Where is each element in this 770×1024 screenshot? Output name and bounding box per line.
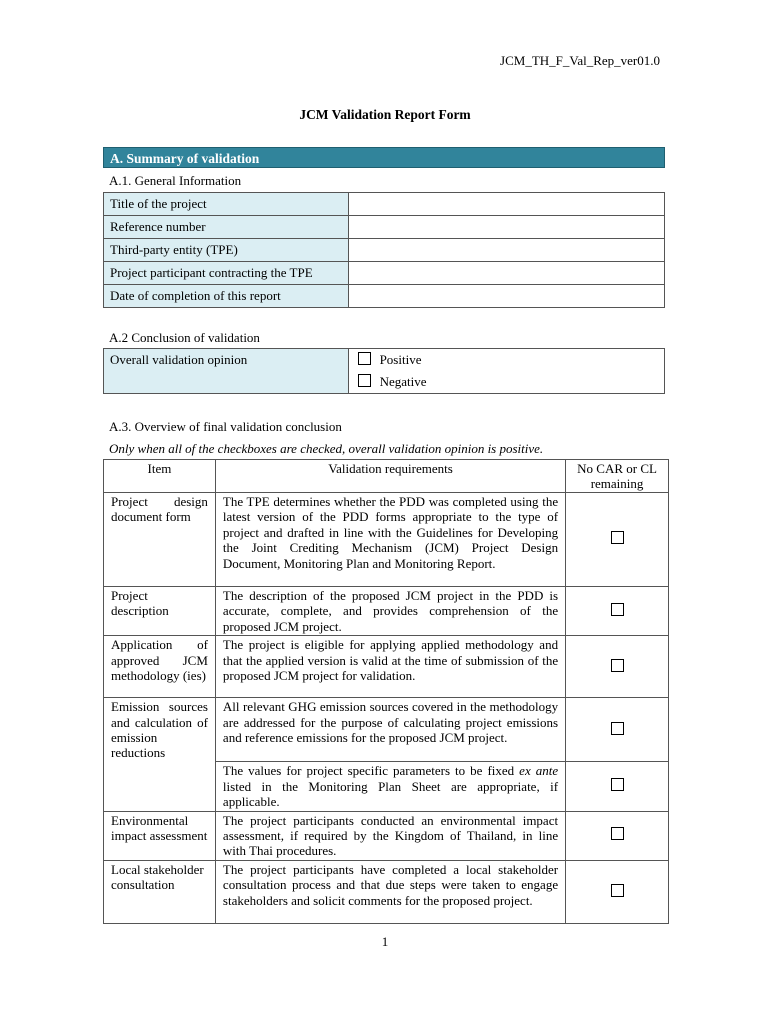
form-title: JCM Validation Report Form bbox=[299, 107, 471, 122]
overview-header-row bbox=[104, 460, 669, 493]
item-cell: Project description bbox=[104, 587, 216, 636]
column-header-no-car: No CAR or CL remaining bbox=[566, 460, 669, 493]
document-code: JCM_TH_F_Val_Rep_ver01.0 bbox=[500, 53, 660, 68]
option-label: Negative bbox=[379, 374, 427, 389]
info-label: Date of completion of this report bbox=[104, 285, 349, 308]
a3-note: Only when all of the checkboxes are checked, overall validation opinion is positive. bbox=[109, 441, 544, 456]
checkbox-cell[interactable] bbox=[566, 860, 669, 923]
item-cell: Emission sources and calculation of emission reductions bbox=[104, 698, 216, 762]
info-row bbox=[104, 193, 665, 216]
info-label: Reference number bbox=[104, 216, 349, 239]
table-row bbox=[104, 811, 669, 860]
tpe-field[interactable] bbox=[348, 239, 664, 262]
column-header-requirements: Validation requirements bbox=[215, 460, 565, 493]
overview-table bbox=[103, 459, 669, 924]
general-information-table bbox=[103, 192, 665, 308]
item-cell: Application of approved JCM methodology (ies) bbox=[104, 636, 216, 698]
section-a-heading: A. Summary of validation bbox=[103, 147, 665, 168]
item-cell: Environmental impact assessment bbox=[104, 811, 216, 860]
option-negative[interactable] bbox=[358, 371, 658, 393]
conclusion-table bbox=[103, 348, 665, 394]
info-label: Project participant contracting the TPE bbox=[104, 262, 349, 285]
table-row bbox=[104, 762, 669, 811]
checkbox-icon[interactable] bbox=[611, 659, 624, 672]
table-row bbox=[104, 698, 669, 762]
checkbox-icon[interactable] bbox=[611, 827, 624, 840]
requirement-emphasis: ex ante bbox=[519, 763, 559, 779]
option-label: Positive bbox=[379, 352, 422, 367]
info-label: Title of the project bbox=[104, 193, 349, 216]
requirement-cell: The project is eligible for applying applied methodology and that the applied version is valid at the time of submission of the proposed JCM project for validation. bbox=[215, 636, 565, 698]
table-row bbox=[104, 587, 669, 636]
checkbox-cell[interactable] bbox=[566, 587, 669, 636]
project-title-field[interactable] bbox=[348, 193, 664, 216]
checkbox-icon[interactable] bbox=[611, 778, 624, 791]
reference-number-field[interactable] bbox=[348, 216, 664, 239]
table-row bbox=[104, 493, 669, 587]
a3-heading: A.3. Overview of final validation conclusion bbox=[109, 419, 342, 434]
a2-heading: A.2 Conclusion of validation bbox=[109, 330, 260, 345]
checkbox-icon[interactable] bbox=[358, 374, 371, 387]
table-row bbox=[104, 636, 669, 698]
checkbox-cell[interactable] bbox=[566, 762, 669, 811]
checkbox-icon[interactable] bbox=[611, 884, 624, 897]
item-cell: Local stakeholder consultation bbox=[104, 860, 216, 923]
completion-date-field[interactable] bbox=[348, 285, 664, 308]
checkbox-icon[interactable] bbox=[358, 352, 371, 365]
checkbox-cell[interactable] bbox=[566, 698, 669, 762]
requirement-cell: The project participants conducted an environmental impact assessment, if required by the Kingdom of Thailand, in line with Thai procedures. bbox=[215, 811, 565, 860]
opinion-options bbox=[348, 349, 664, 394]
requirement-text: listed in the Monitoring Plan Sheet are appropriate, if applicable. bbox=[222, 778, 559, 810]
participant-field[interactable] bbox=[348, 262, 664, 285]
checkbox-icon[interactable] bbox=[611, 603, 624, 616]
checkbox-cell[interactable] bbox=[566, 811, 669, 860]
item-cell: Project design document form bbox=[104, 493, 216, 587]
checkbox-cell[interactable] bbox=[566, 493, 669, 587]
item-cell bbox=[104, 762, 216, 811]
checkbox-icon[interactable] bbox=[611, 722, 624, 735]
a1-heading: A.1. General Information bbox=[109, 173, 242, 188]
requirement-text: The values for project specific parameters to be fixed bbox=[222, 763, 520, 779]
option-positive[interactable] bbox=[358, 349, 658, 371]
checkbox-icon[interactable] bbox=[611, 531, 624, 544]
requirement-cell: All relevant GHG emission sources covered in the methodology are addressed for the purpose of calculating project emissions and reference emissions for the proposed JCM project. bbox=[215, 698, 565, 762]
info-label: Third-party entity (TPE) bbox=[104, 239, 349, 262]
requirement-cell: The description of the proposed JCM project in the PDD is accurate, complete, and provides comprehension of the proposed JCM project. bbox=[215, 587, 565, 636]
requirement-cell bbox=[215, 762, 565, 811]
requirement-cell: The TPE determines whether the PDD was completed using the latest version of the PDD forms appropriate to the type of project and drafted in line with the Guidelines for Developing the Joint Crediting Mechanism (JCM) Project Design Document, Monitoring Plan and Monitoring Report. bbox=[215, 493, 565, 587]
column-header-item: Item bbox=[104, 460, 216, 493]
checkbox-cell[interactable] bbox=[566, 636, 669, 698]
info-row bbox=[104, 239, 665, 262]
table-row bbox=[104, 860, 669, 923]
requirement-cell: The project participants have completed a local stakeholder consultation process and that due steps were taken to engage stakeholders and solicit comments for the proposed project. bbox=[215, 860, 565, 923]
info-row bbox=[104, 262, 665, 285]
info-row bbox=[104, 285, 665, 308]
page-number: 1 bbox=[381, 934, 389, 949]
info-row bbox=[104, 216, 665, 239]
overall-opinion-label: Overall validation opinion bbox=[104, 349, 349, 394]
